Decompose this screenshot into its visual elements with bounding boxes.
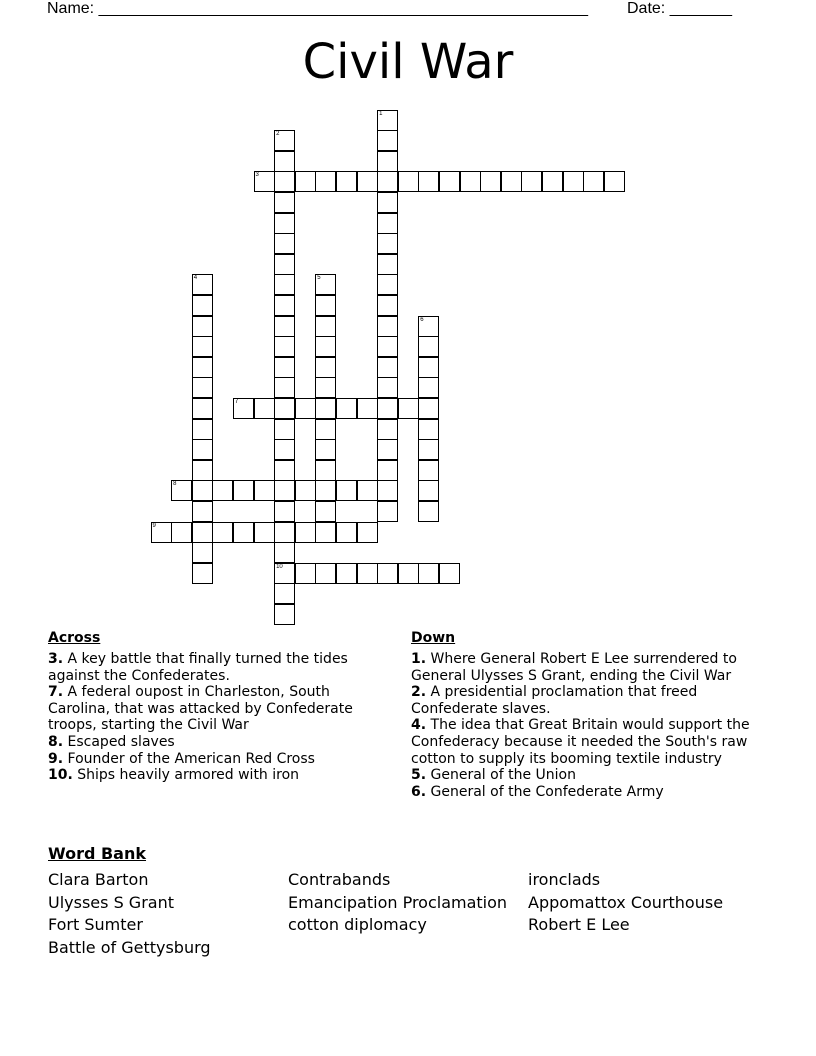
clue-number: 1.: [411, 651, 427, 667]
grid-cell[interactable]: [254, 480, 275, 501]
clue-item: [411, 717, 781, 767]
grid-cell[interactable]: [151, 522, 172, 543]
clue-text: Where General Robert E Lee surrendered to General Ulysses S Grant, ending the Civil War: [411, 651, 737, 684]
grid-cell[interactable]: [377, 460, 398, 481]
grid-cell[interactable]: [315, 316, 336, 337]
grid-cell[interactable]: [418, 398, 439, 419]
word-bank-heading: Word Bank: [48, 844, 147, 863]
clue-item: [411, 784, 781, 801]
grid-cell[interactable]: [274, 254, 295, 275]
cell-number: 10: [276, 563, 283, 570]
grid-cell[interactable]: [274, 604, 295, 625]
grid-cell[interactable]: [418, 480, 439, 501]
cell-number: 4: [193, 275, 198, 282]
grid-cell[interactable]: [377, 439, 398, 460]
clue-item: [48, 684, 388, 734]
grid-cell[interactable]: [315, 336, 336, 357]
grid-cell[interactable]: [192, 274, 213, 295]
grid-cell[interactable]: [233, 398, 254, 419]
clue-number: 8.: [48, 733, 64, 750]
cell-number: 3: [255, 172, 259, 179]
down-heading: Down: [411, 630, 456, 646]
grid-cell[interactable]: [192, 501, 213, 522]
grid-cell[interactable]: [315, 295, 336, 316]
grid-cell[interactable]: [398, 398, 419, 419]
cell-number: 5: [317, 275, 321, 282]
word-bank-item: Contrabands: [288, 870, 391, 889]
grid-cell[interactable]: [315, 274, 336, 295]
grid-cell[interactable]: [418, 419, 439, 440]
down-clues: [411, 629, 781, 800]
word-bank-item: Clara Barton: [48, 870, 149, 889]
grid-cell[interactable]: [377, 336, 398, 357]
grid-cell[interactable]: [357, 480, 378, 501]
grid-cell[interactable]: [418, 439, 439, 460]
grid-cell[interactable]: [398, 171, 419, 192]
word-bank-item: Robert E Lee: [528, 915, 630, 935]
word-bank-item: Appomattox Courthouse: [528, 892, 724, 912]
grid-cell[interactable]: [315, 522, 336, 543]
grid-cell[interactable]: [357, 522, 378, 543]
grid-cell[interactable]: [171, 480, 192, 501]
cell-number: 1: [379, 110, 383, 117]
grid-cell[interactable]: [315, 480, 336, 501]
grid-cell[interactable]: [377, 213, 398, 234]
grid-cell[interactable]: [377, 254, 398, 275]
grid-cell[interactable]: [501, 171, 522, 192]
grid-cell[interactable]: [418, 501, 439, 522]
grid-cell[interactable]: [377, 130, 398, 151]
grid-cell[interactable]: [418, 336, 439, 357]
grid-cell[interactable]: [233, 480, 254, 501]
grid-cell[interactable]: [377, 480, 398, 501]
cell-number: 6: [420, 316, 424, 323]
grid-cell[interactable]: [254, 522, 275, 543]
grid-cell[interactable]: [315, 377, 336, 398]
grid-cell[interactable]: [377, 377, 398, 398]
grid-cell[interactable]: [295, 480, 316, 501]
grid-cell[interactable]: [377, 274, 398, 295]
grid-cell[interactable]: [274, 563, 295, 584]
word-bank-item: ironclads: [528, 870, 601, 889]
cell-number: 9: [152, 522, 156, 529]
grid-cell[interactable]: [521, 171, 542, 192]
clue-number: 2.: [411, 684, 427, 701]
grid-cell[interactable]: [192, 316, 213, 337]
word-bank: [48, 843, 768, 957]
word-bank-item: Emancipation Proclamation: [288, 892, 508, 912]
grid-cell[interactable]: [274, 336, 295, 357]
grid-cell[interactable]: [274, 522, 295, 543]
grid-cell[interactable]: [192, 542, 213, 563]
grid-cell[interactable]: [212, 480, 233, 501]
grid-cell[interactable]: [336, 398, 357, 419]
grid-cell[interactable]: [295, 522, 316, 543]
grid-cell[interactable]: [254, 398, 275, 419]
grid-cell[interactable]: [192, 357, 213, 378]
grid-cell[interactable]: [192, 377, 213, 398]
grid-cell[interactable]: [336, 563, 357, 584]
grid-cell[interactable]: [583, 171, 604, 192]
grid-cell[interactable]: [377, 295, 398, 316]
word-bank-column: [48, 869, 211, 959]
clue-text: Escaped slaves: [63, 733, 175, 750]
grid-cell[interactable]: [274, 377, 295, 398]
clue-text: A presidential proclamation that freed Confederate slaves.: [411, 684, 698, 717]
clue-number: 5.: [411, 767, 427, 784]
grid-cell[interactable]: [315, 357, 336, 378]
grid-cell[interactable]: [192, 398, 213, 419]
clue-item: [411, 767, 781, 784]
grid-cell[interactable]: [377, 501, 398, 522]
grid-cell[interactable]: [315, 460, 336, 481]
grid-cell[interactable]: [563, 171, 584, 192]
word-bank-column: [528, 869, 723, 937]
grid-cell[interactable]: [192, 336, 213, 357]
clue-text: Ships heavily armored with iron: [72, 767, 300, 784]
name-field[interactable]: Name: _______________________________________________________: [47, 0, 588, 17]
grid-cell[interactable]: [192, 563, 213, 584]
clue-text: A federal oupost in Charleston, South Carolina, that was attacked by Confederate troops, starting the Civil War: [48, 684, 353, 734]
grid-cell[interactable]: [439, 171, 460, 192]
clue-text: The idea that Great Britain would support the Confederacy because it needed the South's raw cotton to supply its booming textile industry: [411, 717, 750, 767]
clue-text: A key battle that finally turned the tides against the Confederates.: [48, 651, 348, 684]
grid-cell[interactable]: [418, 357, 439, 378]
grid-cell[interactable]: [315, 501, 336, 522]
cell-number: 2: [276, 131, 280, 138]
grid-cell[interactable]: [377, 233, 398, 254]
grid-cell[interactable]: [542, 171, 563, 192]
grid-cell[interactable]: [460, 171, 481, 192]
clue-item: [48, 767, 388, 784]
word-bank-item: Battle of Gettysburg: [48, 937, 211, 957]
grid-cell[interactable]: [480, 171, 501, 192]
grid-cell[interactable]: [192, 460, 213, 481]
clue-item: [48, 751, 388, 768]
grid-cell[interactable]: [192, 419, 213, 440]
grid-cell[interactable]: [357, 563, 378, 584]
cell-number: 8: [173, 481, 177, 488]
grid-cell[interactable]: [274, 295, 295, 316]
clue-item: [48, 734, 388, 751]
grid-cell[interactable]: [604, 171, 625, 192]
grid-cell[interactable]: [274, 398, 295, 419]
grid-cell[interactable]: [295, 171, 316, 192]
grid-cell[interactable]: [377, 110, 398, 131]
grid-cell[interactable]: [377, 563, 398, 584]
cell-number: 7: [234, 398, 239, 405]
clue-number: 4.: [411, 717, 427, 734]
grid-cell[interactable]: [192, 295, 213, 316]
grid-cell[interactable]: [192, 522, 213, 543]
grid-cell[interactable]: [274, 192, 295, 213]
grid-cell[interactable]: [315, 439, 336, 460]
grid-cell[interactable]: [274, 501, 295, 522]
grid-cell[interactable]: [357, 398, 378, 419]
clue-item: [411, 651, 781, 684]
grid-cell[interactable]: [377, 419, 398, 440]
grid-cell[interactable]: [295, 398, 316, 419]
grid-cell[interactable]: [439, 563, 460, 584]
grid-cell[interactable]: [336, 480, 357, 501]
grid-cell[interactable]: [336, 522, 357, 543]
clue-number: 9.: [48, 750, 64, 767]
grid-cell[interactable]: [274, 130, 295, 151]
grid-cell[interactable]: [274, 151, 295, 172]
grid-cell[interactable]: [274, 419, 295, 440]
word-bank-item: Ulysses S Grant: [48, 892, 174, 912]
clue-text: General of the Union: [426, 767, 576, 784]
grid-cell[interactable]: [274, 316, 295, 337]
grid-cell[interactable]: [274, 274, 295, 295]
grid-cell[interactable]: [418, 377, 439, 398]
clue-text: General of the Confederate Army: [426, 783, 664, 800]
grid-cell[interactable]: [336, 171, 357, 192]
grid-cell[interactable]: [418, 460, 439, 481]
clue-text: Founder of the American Red Cross: [63, 750, 315, 767]
word-bank-item: Fort Sumter: [48, 915, 143, 935]
grid-cell[interactable]: [377, 151, 398, 172]
grid-cell[interactable]: [274, 233, 295, 254]
grid-cell[interactable]: [377, 398, 398, 419]
across-clues: [48, 629, 388, 784]
grid-cell[interactable]: [357, 171, 378, 192]
grid-cell[interactable]: [418, 563, 439, 584]
clue-number: 7.: [48, 684, 64, 701]
grid-cell[interactable]: [315, 398, 336, 419]
grid-cell[interactable]: [315, 419, 336, 440]
grid-cell[interactable]: [315, 171, 336, 192]
clue-number: 6.: [411, 783, 427, 800]
grid-cell[interactable]: [377, 316, 398, 337]
grid-cell[interactable]: [192, 480, 213, 501]
across-heading: Across: [48, 630, 101, 646]
grid-cell[interactable]: [418, 171, 439, 192]
grid-cell[interactable]: [274, 583, 295, 604]
grid-cell[interactable]: [212, 522, 233, 543]
grid-cell[interactable]: [315, 563, 336, 584]
grid-cell[interactable]: [295, 563, 316, 584]
grid-cell[interactable]: [377, 357, 398, 378]
grid-cell[interactable]: [398, 563, 419, 584]
grid-cell[interactable]: [274, 213, 295, 234]
clue-item: [48, 651, 388, 684]
grid-cell[interactable]: [274, 460, 295, 481]
grid-cell[interactable]: [274, 171, 295, 192]
grid-cell[interactable]: [274, 480, 295, 501]
grid-cell[interactable]: [233, 522, 254, 543]
clue-item: [411, 684, 781, 717]
grid-cell[interactable]: [274, 542, 295, 563]
word-bank-column: [288, 869, 507, 937]
clue-number: 10.: [48, 767, 73, 784]
grid-cell[interactable]: [171, 522, 192, 543]
word-bank-item: cotton diplomacy: [288, 915, 427, 935]
grid-cell[interactable]: [418, 316, 439, 337]
grid-cell[interactable]: [254, 171, 275, 192]
grid-cell[interactable]: [274, 439, 295, 460]
grid-cell[interactable]: [377, 171, 398, 192]
grid-cell[interactable]: [192, 439, 213, 460]
clue-number: 3.: [48, 651, 64, 667]
grid-cell[interactable]: [274, 357, 295, 378]
grid-cell[interactable]: [377, 192, 398, 213]
date-field[interactable]: Date: _______: [627, 0, 732, 17]
page-title: Civil War: [302, 34, 514, 90]
